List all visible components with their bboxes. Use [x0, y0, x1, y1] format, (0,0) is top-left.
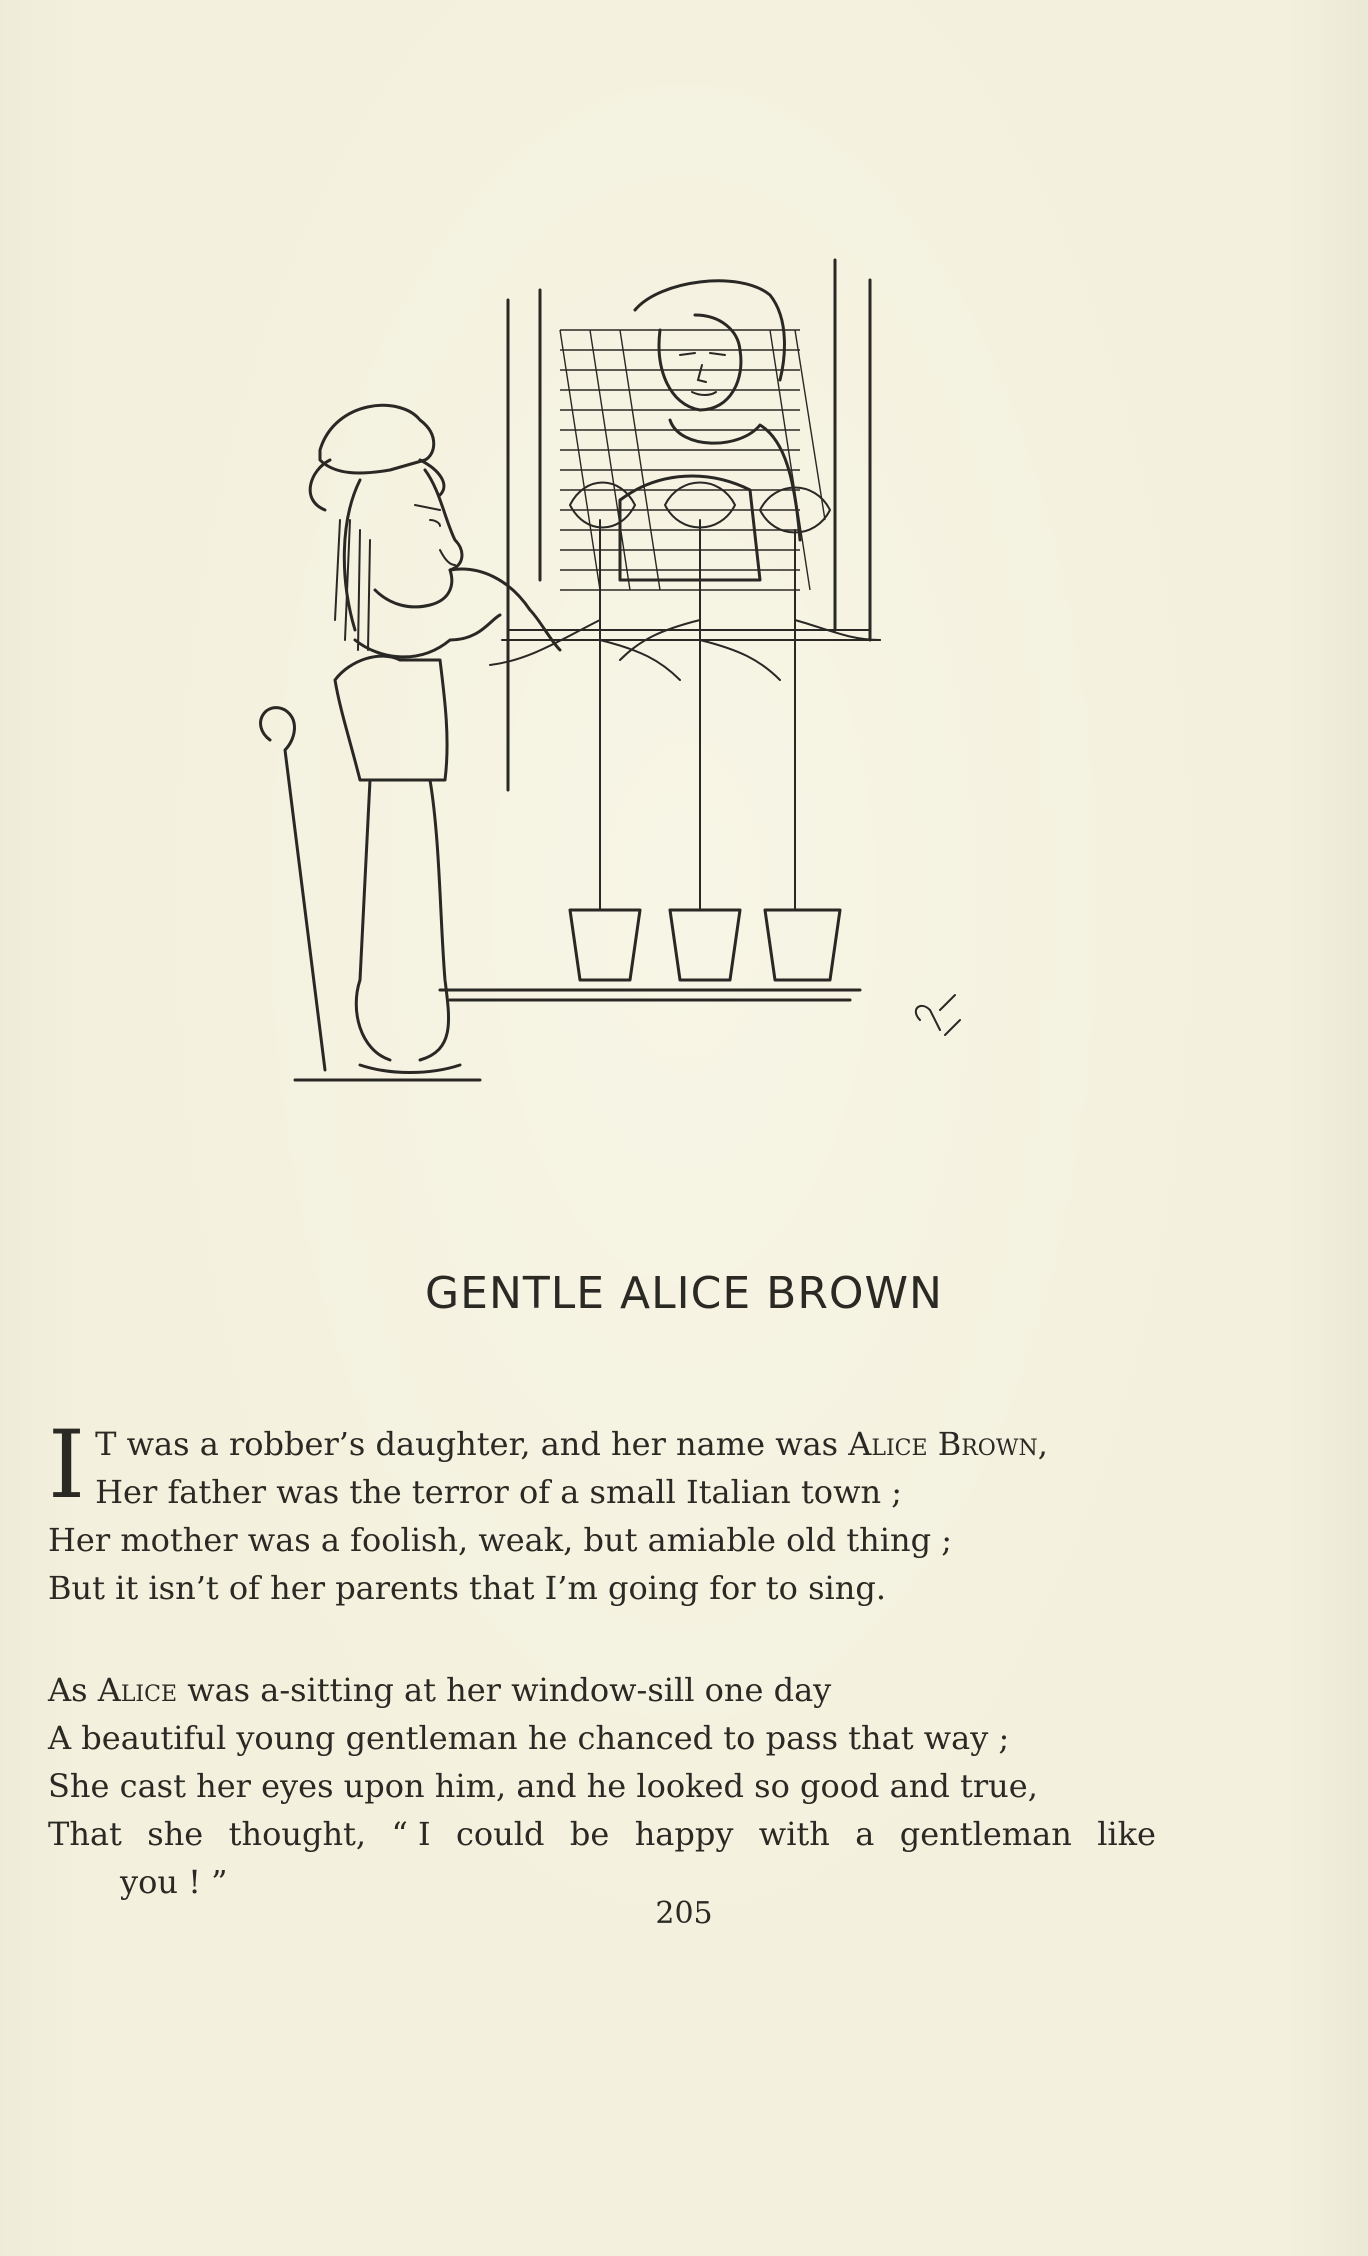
stanza-2-line-1-rest: was a-sitting at her window-sill one day [177, 1671, 832, 1709]
stanza-2 [48, 1666, 1158, 1906]
word: “ I [391, 1815, 431, 1853]
stanza-2-line-2: A beautiful young gentleman he chanced to pass that way ; [48, 1719, 1010, 1757]
word: thought, [228, 1815, 367, 1853]
stanza-1-line-1 [48, 1420, 1158, 1468]
word: gentleman [899, 1815, 1072, 1853]
alice-brown-name: Alice Brown [848, 1425, 1038, 1463]
stanza-2-line-4 [48, 1810, 1156, 1858]
stanza-2-line-3: She cast her eyes upon him, and he looked so good and true, [48, 1767, 1038, 1805]
word: a [855, 1815, 875, 1853]
stanza-2-line-1 [48, 1666, 1158, 1714]
word: with [758, 1815, 830, 1853]
word: like [1097, 1815, 1156, 1853]
word: happy [634, 1815, 734, 1853]
illustration-drawing [240, 220, 980, 1120]
stanza-1-line-4: But it isn’t of her parents that I’m going for to sing. [48, 1569, 886, 1607]
stanza-2-line-5: you ! ” [120, 1863, 228, 1901]
stanza-1-line-1-text: T was a robber’s daughter, and her name was [95, 1425, 849, 1463]
word: That [48, 1815, 122, 1853]
stanza-1-line-1-end: , [1037, 1425, 1048, 1463]
stanza-1-line-2: Her father was the terror of a small Italian town ; [95, 1473, 903, 1511]
page-number: 205 [655, 1896, 713, 1931]
drop-cap: I [48, 1411, 86, 1520]
stanza-1-line-3: Her mother was a foolish, weak, but amiable old thing ; [48, 1521, 953, 1559]
alice-name: Alice [97, 1671, 178, 1709]
word: be [569, 1815, 610, 1853]
word: could [456, 1815, 545, 1853]
stanza-2-line-1-start: As [48, 1671, 98, 1709]
poem-title: GENTLE ALICE BROWN [425, 1268, 943, 1319]
gentleman-at-window-illustration [240, 220, 980, 1120]
word: she [147, 1815, 204, 1853]
stanza-1 [48, 1411, 1158, 1612]
